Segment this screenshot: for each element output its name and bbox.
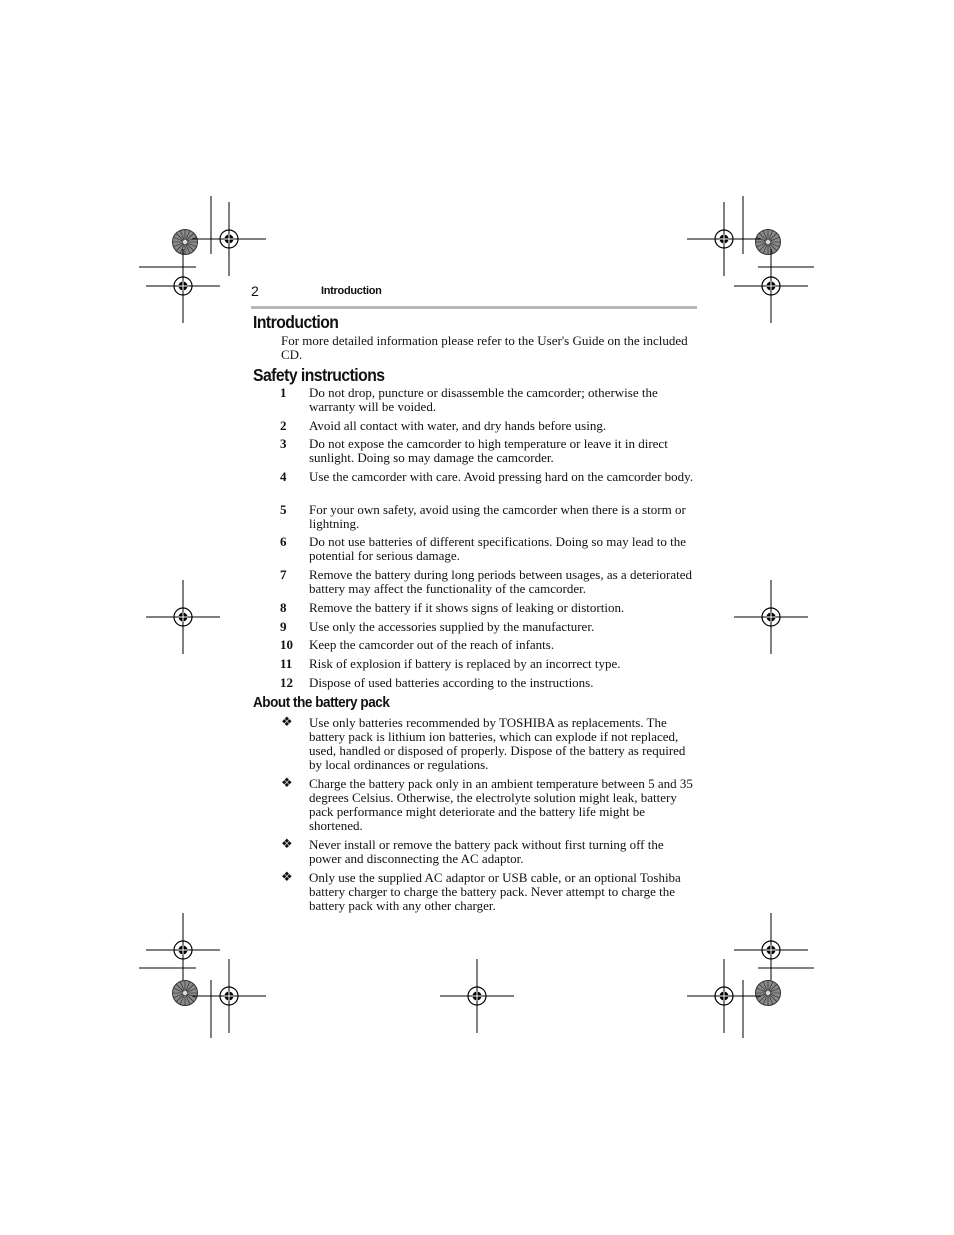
header-rule bbox=[251, 306, 697, 309]
intro-paragraph: For more detailed information please refer to the User's Guide on the included CD. bbox=[281, 333, 688, 362]
item-text: Never install or remove the battery pack without first turning off the power and disconnecting the AC adaptor. bbox=[309, 837, 664, 866]
item-number: 9 bbox=[280, 619, 287, 634]
item-number: 5 bbox=[280, 502, 287, 517]
item-number: 8 bbox=[280, 600, 287, 615]
item-number: 6 bbox=[280, 534, 287, 549]
running-header-title: Introduction bbox=[321, 285, 382, 297]
item-text: Charge the battery pack only in an ambient temperature between 5 and 35 degrees Celsius. Otherwise, the electrolyte solution might leak, battery pack performance might deteriorate and the battery life might be shortened. bbox=[309, 776, 693, 833]
diamond-bullet-icon: ❖ bbox=[281, 776, 293, 791]
safety-heading: Safety instructions bbox=[253, 365, 385, 385]
item-text: Use only batteries recommended by TOSHIBA as replacements. The battery pack is lithium ion batteries, which can explode if not replaced, used, handled or disposed of properly. Dispose of the battery as required by local ordinances or regulations. bbox=[309, 715, 686, 772]
intro-heading: Introduction bbox=[253, 312, 339, 332]
item-number: 10 bbox=[280, 637, 293, 652]
diamond-bullet-icon: ❖ bbox=[281, 837, 293, 852]
item-text: Do not use batteries of different specifications. Doing so may lead to the potential for serious damage. bbox=[309, 534, 687, 563]
item-text: Remove the battery if it shows signs of leaking or distortion. bbox=[309, 600, 625, 615]
item-number: 11 bbox=[280, 656, 293, 671]
item-text: Only use the supplied AC adaptor or USB cable, or an optional Toshiba battery charger to charge the battery pack. Never attempt to charge the battery pack with any other charger. bbox=[309, 870, 681, 913]
item-number: 1 bbox=[280, 385, 287, 400]
item-text: Risk of explosion if battery is replaced by an incorrect type. bbox=[309, 656, 621, 671]
item-text: Remove the battery during long periods between usages, as a deteriorated battery may affect the functionality of the camcorder. bbox=[309, 567, 693, 596]
item-number: 7 bbox=[280, 567, 287, 582]
item-number: 4 bbox=[280, 469, 287, 484]
item-text: Use the camcorder with care. Avoid pressing hard on the camcorder body. bbox=[309, 469, 694, 484]
item-text: Use only the accessories supplied by the manufacturer. bbox=[309, 619, 595, 634]
item-number: 3 bbox=[280, 436, 287, 451]
battery-heading: About the battery pack bbox=[253, 694, 390, 711]
item-text: Keep the camcorder out of the reach of infants. bbox=[309, 637, 555, 652]
item-text: Do not expose the camcorder to high temperature or leave it in direct sunlight. Doing so may damage the camcorder. bbox=[309, 436, 668, 465]
item-text: Do not drop, puncture or disassemble the camcorder; otherwise the warranty will be voided. bbox=[309, 385, 658, 414]
diamond-bullet-icon: ❖ bbox=[281, 715, 293, 730]
item-number: 2 bbox=[280, 418, 287, 433]
diamond-bullet-icon: ❖ bbox=[281, 870, 293, 885]
item-text: Dispose of used batteries according to the instructions. bbox=[309, 675, 594, 690]
item-number: 12 bbox=[280, 675, 293, 690]
item-text: For your own safety, avoid using the camcorder when there is a storm or lightning. bbox=[309, 502, 686, 531]
item-text: Avoid all contact with water, and dry hands before using. bbox=[309, 418, 607, 433]
page-number: 2 bbox=[251, 283, 259, 299]
